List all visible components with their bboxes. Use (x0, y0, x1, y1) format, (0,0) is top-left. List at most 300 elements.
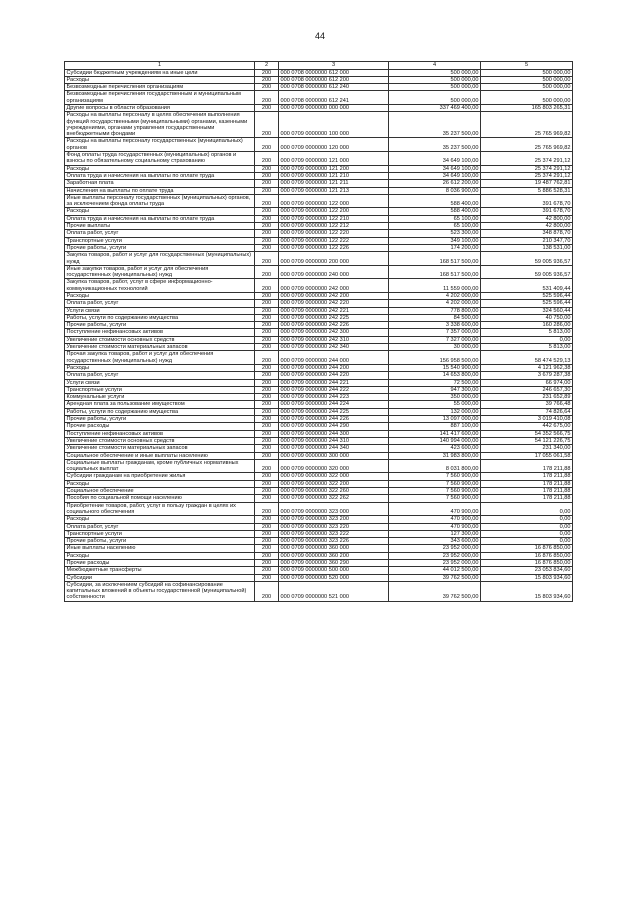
row-approved-amount: 23 952 000,00 (389, 552, 481, 559)
row-name: Субсидии (65, 574, 255, 581)
row-line-code: 200 (255, 559, 279, 566)
table-row (65, 581, 573, 601)
table-row (65, 437, 573, 444)
row-executed-amount: 16 876 850,00 (481, 545, 573, 552)
row-executed-amount: 531 409,44 (481, 279, 573, 293)
row-executed-amount: 0,00 (481, 530, 573, 537)
row-approved-amount: 31 983 800,00 (389, 452, 481, 459)
row-approved-amount: 500 000,00 (389, 84, 481, 91)
row-approved-amount: 7 560 900,00 (389, 473, 481, 480)
table-row (65, 545, 573, 552)
row-executed-amount: 0,00 (481, 516, 573, 523)
row-line-code: 200 (255, 379, 279, 386)
row-line-code: 200 (255, 401, 279, 408)
row-name: Поступление нефинансовых активов (65, 329, 255, 336)
row-name: Прочие работы, услуги (65, 244, 255, 251)
row-executed-amount: 525 596,44 (481, 293, 573, 300)
row-name: Социальное обеспечение и иные выплаты населению (65, 452, 255, 459)
row-name: Коммунальные услуги (65, 394, 255, 401)
table-row (65, 495, 573, 502)
row-name: Иные выплаты персоналу государственных (муниципальных) органов, за исключением фонда оплаты труда (65, 194, 255, 208)
row-executed-amount: 348 878,70 (481, 230, 573, 237)
row-line-code: 200 (255, 459, 279, 473)
row-approved-amount: 337 469 400,00 (389, 104, 481, 111)
row-classification-code: 000 0709 0000000 521 000 (279, 581, 389, 601)
row-approved-amount: 34 649 100,00 (389, 165, 481, 172)
row-executed-amount: 210 347,70 (481, 237, 573, 244)
row-executed-amount: 17 055 061,58 (481, 452, 573, 459)
row-line-code: 200 (255, 180, 279, 187)
table-row (65, 112, 573, 138)
row-executed-amount: 246 657,30 (481, 386, 573, 393)
row-classification-code: 000 0709 0000000 242 226 (279, 322, 389, 329)
table-row (65, 180, 573, 187)
row-approved-amount: 39 762 500,00 (389, 581, 481, 601)
row-classification-code: 000 0709 0000000 121 211 (279, 180, 389, 187)
row-name: Прочие работы, услуги (65, 538, 255, 545)
row-line-code: 200 (255, 252, 279, 266)
row-approved-amount: 8 031 800,00 (389, 459, 481, 473)
table-row (65, 172, 573, 179)
row-approved-amount: 778 800,00 (389, 307, 481, 314)
table-row (65, 516, 573, 523)
row-name: Приобретение товаров, работ, услуг в пользу граждан в целях их социального обеспечения (65, 502, 255, 516)
row-classification-code: 000 0709 0000000 244 290 (279, 423, 389, 430)
row-approved-amount: 127 300,00 (389, 530, 481, 537)
row-classification-code: 000 0709 0000000 244 223 (279, 394, 389, 401)
row-line-code: 200 (255, 223, 279, 230)
row-classification-code: 000 0709 0000000 122 000 (279, 194, 389, 208)
row-classification-code: 000 0709 0000000 242 200 (279, 293, 389, 300)
row-executed-amount: 58 474 529,13 (481, 351, 573, 365)
row-classification-code: 000 0709 0000000 244 226 (279, 416, 389, 423)
row-line-code: 200 (255, 172, 279, 179)
table-row (65, 194, 573, 208)
row-executed-amount: 178 211,88 (481, 495, 573, 502)
row-executed-amount: 0,00 (481, 523, 573, 530)
row-approved-amount: 26 612 200,00 (389, 180, 481, 187)
table-row (65, 215, 573, 222)
row-approved-amount: 7 560 900,00 (389, 480, 481, 487)
row-classification-code: 000 0709 0000000 323 000 (279, 502, 389, 516)
row-classification-code: 000 0709 0000000 244 300 (279, 430, 389, 437)
row-executed-amount: 25 765 969,82 (481, 138, 573, 152)
row-line-code: 200 (255, 452, 279, 459)
row-approved-amount: 14 653 800,00 (389, 372, 481, 379)
table-row (65, 559, 573, 566)
table-row (65, 530, 573, 537)
row-approved-amount: 39 762 500,00 (389, 574, 481, 581)
row-classification-code: 000 0709 0000000 322 260 (279, 488, 389, 495)
row-name: Прочие расходы (65, 423, 255, 430)
table-row (65, 386, 573, 393)
row-classification-code: 000 0709 0000000 242 340 (279, 344, 389, 351)
row-line-code: 200 (255, 322, 279, 329)
table-row (65, 329, 573, 336)
row-name: Пособия по социальной помощи населению (65, 495, 255, 502)
table-header-row (65, 62, 573, 70)
row-executed-amount: 66 974,00 (481, 379, 573, 386)
row-line-code: 200 (255, 336, 279, 343)
row-approved-amount: 132 000,00 (389, 408, 481, 415)
row-line-code: 200 (255, 112, 279, 138)
row-line-code: 200 (255, 523, 279, 530)
row-classification-code: 000 0709 0000000 121 210 (279, 172, 389, 179)
row-name: Расходы (65, 364, 255, 371)
row-line-code: 200 (255, 138, 279, 152)
row-executed-amount: 3 679 287,38 (481, 372, 573, 379)
row-executed-amount: 165 803 265,31 (481, 104, 573, 111)
row-executed-amount: 42 800,00 (481, 215, 573, 222)
row-executed-amount: 74 826,64 (481, 408, 573, 415)
row-name: Оплата работ, услуг (65, 300, 255, 307)
row-classification-code: 000 0708 0000000 612 000 (279, 69, 389, 76)
row-line-code: 200 (255, 91, 279, 105)
row-line-code: 200 (255, 538, 279, 545)
row-line-code: 200 (255, 473, 279, 480)
row-name: Арендная плата за пользование имуществом (65, 401, 255, 408)
row-approved-amount: 72 500,00 (389, 379, 481, 386)
row-name: Услуги связи (65, 379, 255, 386)
row-classification-code: 000 0709 0000000 121 200 (279, 165, 389, 172)
column-header: 1 (65, 62, 255, 70)
row-line-code: 200 (255, 351, 279, 365)
row-line-code: 200 (255, 265, 279, 279)
table-row (65, 567, 573, 574)
row-executed-amount: 500 000,00 (481, 84, 573, 91)
row-line-code: 200 (255, 495, 279, 502)
table-row (65, 416, 573, 423)
row-classification-code: 000 0709 0000000 122 222 (279, 237, 389, 244)
column-header: 2 (255, 62, 279, 70)
row-classification-code: 000 0709 0000000 244 221 (279, 379, 389, 386)
row-line-code: 200 (255, 552, 279, 559)
row-approved-amount: 3 338 600,00 (389, 322, 481, 329)
row-line-code: 200 (255, 300, 279, 307)
row-executed-amount: 500 000,00 (481, 69, 573, 76)
row-name: Другие вопросы в области образования (65, 104, 255, 111)
table-row (65, 423, 573, 430)
row-line-code: 200 (255, 386, 279, 393)
row-line-code: 200 (255, 423, 279, 430)
row-executed-amount: 16 876 850,00 (481, 559, 573, 566)
row-line-code: 200 (255, 394, 279, 401)
row-executed-amount: 42 800,00 (481, 223, 573, 230)
table-row (65, 445, 573, 452)
row-approved-amount: 65 100,00 (389, 223, 481, 230)
row-executed-amount: 5 886 528,31 (481, 187, 573, 194)
row-name: Расходы (65, 293, 255, 300)
row-approved-amount: 947 300,00 (389, 386, 481, 393)
row-name: Поступление нефинансовых активов (65, 430, 255, 437)
row-executed-amount: 0,00 (481, 538, 573, 545)
table-row (65, 473, 573, 480)
row-classification-code: 000 0708 0000000 612 241 (279, 91, 389, 105)
table-row (65, 502, 573, 516)
table-body (65, 69, 573, 601)
row-line-code: 200 (255, 574, 279, 581)
row-name: Оплата труда и начисления на выплаты по оплате труда (65, 172, 255, 179)
row-executed-amount: 25 374 291,12 (481, 152, 573, 166)
row-line-code: 200 (255, 230, 279, 237)
row-line-code: 200 (255, 152, 279, 166)
row-line-code: 200 (255, 567, 279, 574)
row-executed-amount: 178 211,88 (481, 480, 573, 487)
row-name: Расходы (65, 76, 255, 83)
row-classification-code: 000 0709 0000000 242 220 (279, 300, 389, 307)
row-approved-amount: 23 952 000,00 (389, 559, 481, 566)
row-classification-code: 000 0709 0000000 244 225 (279, 408, 389, 415)
row-approved-amount: 15 540 900,00 (389, 364, 481, 371)
row-line-code: 200 (255, 545, 279, 552)
row-name: Расходы на выплаты персоналу в целях обеспечения выполнения функций государственными (муниципальными) органами, казенными учреждениями, органами управления государственными внебюджетными фондами (65, 112, 255, 138)
row-executed-amount: 25 765 969,82 (481, 112, 573, 138)
row-line-code: 200 (255, 329, 279, 336)
row-approved-amount: 500 000,00 (389, 76, 481, 83)
row-approved-amount: 11 559 000,00 (389, 279, 481, 293)
row-approved-amount: 523 300,00 (389, 230, 481, 237)
row-approved-amount: 470 900,00 (389, 523, 481, 530)
row-name: Оплата труда и начисления на выплаты по оплате труда (65, 215, 255, 222)
row-executed-amount: 15 803 934,60 (481, 574, 573, 581)
row-name: Безвозмездные перечисления организациям (65, 84, 255, 91)
table-row (65, 488, 573, 495)
row-executed-amount: 178 211,88 (481, 473, 573, 480)
column-header: 4 (389, 62, 481, 70)
row-name: Расходы (65, 552, 255, 559)
table-row (65, 480, 573, 487)
table-row (65, 208, 573, 215)
row-approved-amount: 34 649 100,00 (389, 172, 481, 179)
row-executed-amount: 59 005 936,57 (481, 252, 573, 266)
row-name: Транспортные услуги (65, 237, 255, 244)
table-row (65, 336, 573, 343)
row-classification-code: 000 0709 0000000 322 262 (279, 495, 389, 502)
row-name: Прочие выплаты (65, 223, 255, 230)
row-executed-amount: 5 813,00 (481, 344, 573, 351)
row-classification-code: 000 0709 0000000 323 226 (279, 538, 389, 545)
row-classification-code: 000 0709 0000000 100 000 (279, 112, 389, 138)
row-approved-amount: 470 900,00 (389, 516, 481, 523)
row-line-code: 200 (255, 194, 279, 208)
row-name: Иные выплаты населению (65, 545, 255, 552)
row-classification-code: 000 0709 0000000 242 300 (279, 329, 389, 336)
row-classification-code: 000 0709 0000000 322 000 (279, 473, 389, 480)
row-approved-amount: 500 000,00 (389, 69, 481, 76)
row-name: Прочие расходы (65, 559, 255, 566)
table-row (65, 552, 573, 559)
row-executed-amount: 231 340,00 (481, 445, 573, 452)
row-classification-code: 000 0709 0000000 244 000 (279, 351, 389, 365)
row-classification-code: 000 0709 0000000 242 221 (279, 307, 389, 314)
row-line-code: 200 (255, 416, 279, 423)
row-approved-amount: 349 100,00 (389, 237, 481, 244)
table-row (65, 165, 573, 172)
row-executed-amount: 54 121 226,75 (481, 437, 573, 444)
row-name: Увеличение стоимости основных средств (65, 437, 255, 444)
row-approved-amount: 7 357 000,00 (389, 329, 481, 336)
row-line-code: 200 (255, 437, 279, 444)
row-name: Расходы на выплаты персоналу государственных (муниципальных) органов (65, 138, 255, 152)
row-name: Иные закупки товаров, работ и услуг для обеспечения государственных (муниципальных) нужд (65, 265, 255, 279)
row-name: Субсидии, за исключением субсидий на софинансирование капитальных вложений в объекты государственной (муниципальной) собственности (65, 581, 255, 601)
row-line-code: 200 (255, 372, 279, 379)
row-name: Прочие работы, услуги (65, 322, 255, 329)
row-approved-amount: 4 202 000,00 (389, 300, 481, 307)
row-name: Расходы (65, 516, 255, 523)
row-line-code: 200 (255, 237, 279, 244)
row-name: Закупка товаров, работ и услуг для государственных (муниципальных) нужд (65, 252, 255, 266)
row-classification-code: 000 0709 0000000 120 000 (279, 138, 389, 152)
row-line-code: 200 (255, 480, 279, 487)
row-approved-amount: 168 517 500,00 (389, 265, 481, 279)
row-executed-amount: 500 000,00 (481, 91, 573, 105)
table-row (65, 244, 573, 251)
row-line-code: 200 (255, 279, 279, 293)
row-line-code: 200 (255, 530, 279, 537)
row-executed-amount: 0,00 (481, 502, 573, 516)
table-row (65, 279, 573, 293)
row-executed-amount: 231 652,89 (481, 394, 573, 401)
table-row (65, 104, 573, 111)
table-row (65, 364, 573, 371)
row-approved-amount: 887 100,00 (389, 423, 481, 430)
row-name: Социальные выплаты гражданам, кроме публичных нормативных социальных выплат (65, 459, 255, 473)
row-name: Субсидии бюджетным учреждениям на иные цели (65, 69, 255, 76)
table-row (65, 351, 573, 365)
table-row (65, 293, 573, 300)
table-row (65, 401, 573, 408)
row-approved-amount: 84 500,00 (389, 314, 481, 321)
table-row (65, 379, 573, 386)
row-line-code: 200 (255, 208, 279, 215)
row-approved-amount: 35 237 500,00 (389, 112, 481, 138)
row-classification-code: 000 0709 0000000 244 200 (279, 364, 389, 371)
column-header: 3 (279, 62, 389, 70)
row-executed-amount: 391 678,70 (481, 208, 573, 215)
row-name: Увеличение стоимости основных средств (65, 336, 255, 343)
row-executed-amount: 500 000,00 (481, 76, 573, 83)
row-executed-amount: 59 005 936,57 (481, 265, 573, 279)
table-row (65, 84, 573, 91)
row-executed-amount: 39 766,48 (481, 401, 573, 408)
row-name: Прочая закупка товаров, работ и услуг для обеспечения государственных (муниципальных) нужд (65, 351, 255, 365)
row-line-code: 200 (255, 408, 279, 415)
row-line-code: 200 (255, 488, 279, 495)
table-row (65, 538, 573, 545)
row-classification-code: 000 0709 0000000 360 200 (279, 552, 389, 559)
page-number: 44 (314, 31, 325, 41)
row-classification-code: 000 0709 0000000 244 224 (279, 401, 389, 408)
row-approved-amount: 141 417 600,00 (389, 430, 481, 437)
row-classification-code: 000 0709 0000000 244 310 (279, 437, 389, 444)
row-classification-code: 000 0709 0000000 323 200 (279, 516, 389, 523)
row-name: Межбюджетные трансферты (65, 567, 255, 574)
row-approved-amount: 174 200,00 (389, 244, 481, 251)
row-classification-code: 000 0709 0000000 122 220 (279, 230, 389, 237)
row-line-code: 200 (255, 516, 279, 523)
row-classification-code: 000 0709 0000000 244 220 (279, 372, 389, 379)
row-line-code: 200 (255, 581, 279, 601)
row-executed-amount: 23 053 834,60 (481, 567, 573, 574)
row-line-code: 200 (255, 307, 279, 314)
row-executed-amount: 25 374 291,12 (481, 172, 573, 179)
table-row (65, 394, 573, 401)
table-row (65, 300, 573, 307)
row-line-code: 200 (255, 314, 279, 321)
row-classification-code: 000 0709 0000000 242 310 (279, 336, 389, 343)
table-row (65, 322, 573, 329)
row-line-code: 200 (255, 104, 279, 111)
row-approved-amount: 30 000,00 (389, 344, 481, 351)
column-header: 5 (481, 62, 573, 70)
row-executed-amount: 178 211,88 (481, 459, 573, 473)
row-classification-code: 000 0709 0000000 320 000 (279, 459, 389, 473)
row-approved-amount: 470 900,00 (389, 502, 481, 516)
table-row (65, 223, 573, 230)
row-name: Оплата работ, услуг (65, 372, 255, 379)
row-executed-amount: 5 813,00 (481, 329, 573, 336)
row-executed-amount: 25 374 291,12 (481, 165, 573, 172)
table-row (65, 252, 573, 266)
row-classification-code: 000 0709 0000000 240 000 (279, 265, 389, 279)
row-name: Субсидии гражданам на приобретение жилья (65, 473, 255, 480)
row-name: Расходы (65, 208, 255, 215)
row-classification-code: 000 0709 0000000 500 000 (279, 567, 389, 574)
row-classification-code: 000 0709 0000000 000 000 (279, 104, 389, 111)
row-classification-code: 000 0709 0000000 122 212 (279, 223, 389, 230)
row-name: Расходы (65, 480, 255, 487)
row-classification-code: 000 0709 0000000 122 210 (279, 215, 389, 222)
row-name: Работы, услуги по содержанию имущества (65, 408, 255, 415)
row-classification-code: 000 0708 0000000 612 200 (279, 76, 389, 83)
table-row (65, 230, 573, 237)
row-approved-amount: 55 000,00 (389, 401, 481, 408)
row-classification-code: 000 0709 0000000 242 000 (279, 279, 389, 293)
row-approved-amount: 7 560 900,00 (389, 495, 481, 502)
row-approved-amount: 156 958 500,00 (389, 351, 481, 365)
row-executed-amount: 54 352 566,75 (481, 430, 573, 437)
row-name: Фонд оплаты труда государственных (муниципальных) органов и взносы по обязательному социальному страхованию (65, 152, 255, 166)
row-classification-code: 000 0709 0000000 360 290 (279, 559, 389, 566)
row-executed-amount: 525 596,44 (481, 300, 573, 307)
row-approved-amount: 7 327 000,00 (389, 336, 481, 343)
table-row (65, 452, 573, 459)
row-name: Увеличение стоимости материальных запасов (65, 344, 255, 351)
table-row (65, 314, 573, 321)
table-row (65, 408, 573, 415)
table-row (65, 307, 573, 314)
row-classification-code: 000 0709 0000000 323 222 (279, 530, 389, 537)
row-approved-amount: 35 237 500,00 (389, 138, 481, 152)
row-executed-amount: 16 876 850,00 (481, 552, 573, 559)
row-line-code: 200 (255, 364, 279, 371)
row-name: Увеличение стоимости материальных запасов (65, 445, 255, 452)
table-row (65, 265, 573, 279)
row-name: Услуги связи (65, 307, 255, 314)
table-row (65, 152, 573, 166)
row-classification-code: 000 0709 0000000 121 213 (279, 187, 389, 194)
row-line-code: 200 (255, 430, 279, 437)
row-name: Безвозмездные перечисления государственным и муниципальным организациям (65, 91, 255, 105)
row-classification-code: 000 0709 0000000 122 226 (279, 244, 389, 251)
row-approved-amount: 8 036 900,00 (389, 187, 481, 194)
table-row (65, 574, 573, 581)
row-name: Начисления на выплаты по оплате труда (65, 187, 255, 194)
row-approved-amount: 343 600,00 (389, 538, 481, 545)
row-name: Социальное обеспечение (65, 488, 255, 495)
table-row (65, 187, 573, 194)
